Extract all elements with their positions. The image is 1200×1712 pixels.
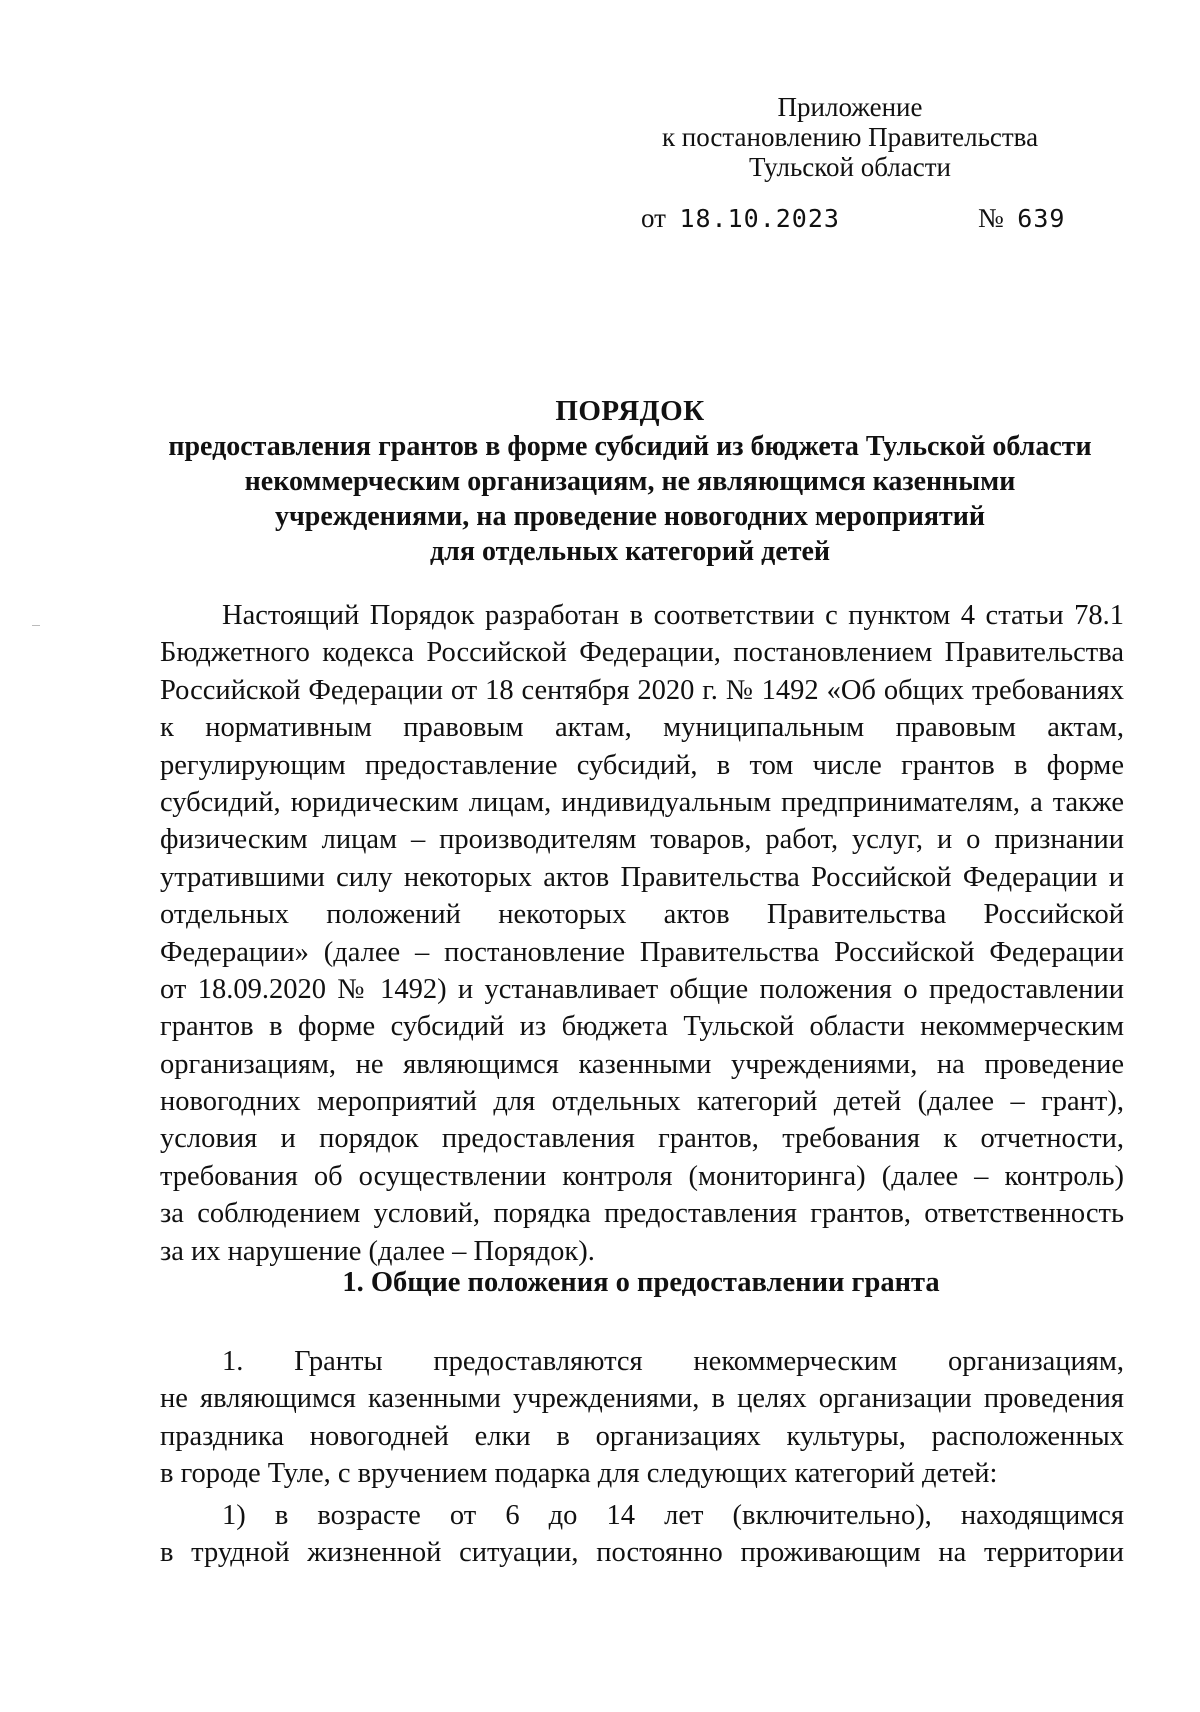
date-label: от xyxy=(641,203,666,233)
section-heading: 1. Общие положения о предоставлении гранта xyxy=(342,1267,940,1298)
annex-line: Приложение xyxy=(777,92,923,122)
paragraph-line: 1) в возрасте от 6 до 14 лет (включительно), находящимся xyxy=(222,1500,1124,1531)
annex-line: к постановлению Правительства xyxy=(661,122,1039,152)
paragraph-line: организациям, не являющимся казенными учреждениями, на проведение xyxy=(160,1048,1124,1080)
scan-artifact xyxy=(32,625,40,626)
paragraph-line: условия и порядок предоставления грантов, требования к отчетности, xyxy=(160,1123,1124,1155)
title-line: некоммерческим организациям, не являющимся казенными xyxy=(244,466,1016,497)
paragraph-line: за соблюдением условий, порядка предоставления грантов, ответственность xyxy=(160,1198,1124,1230)
subitem-1-paragraph xyxy=(160,1497,1124,1572)
paragraph-line: субсидий, юридическим лицам, индивидуальным предпринимателям, а также xyxy=(160,786,1124,818)
paragraph-line: грантов в форме субсидий из бюджета Тульской области некоммерческим xyxy=(160,1011,1124,1043)
number-label: № xyxy=(978,203,1004,233)
paragraph-line: Настоящий Порядок разработан в соответствии с пунктом 4 статьи 78.1 xyxy=(222,600,1124,631)
paragraph-line: не являющимся казенными учреждениями, в целях организации проведения xyxy=(160,1383,1124,1415)
paragraph-line: от 18.09.2020 № 1492) и устанавливает общие положения о предоставлении xyxy=(160,973,1124,1005)
paragraph-line: к нормативным правовым актам, муниципальным правовым актам, xyxy=(160,712,1124,744)
paragraph-line: в трудной жизненной ситуации, постоянно проживающим на территории xyxy=(160,1537,1124,1569)
item-1-paragraph xyxy=(160,1343,1124,1493)
preamble-paragraph xyxy=(160,597,1124,1270)
paragraph-line: регулирующим предоставление субсидий, в том числе грантов в форме xyxy=(160,749,1124,781)
title-main: ПОРЯДОК xyxy=(555,395,705,427)
title-line: учреждениями, на проведение новогодних мероприятий xyxy=(275,501,985,532)
title-line: предоставления грантов в форме субсидий из бюджета Тульской области xyxy=(168,431,1092,462)
paragraph-line: физическим лицам – производителям товаров, работ, услуг, и о признании xyxy=(160,824,1124,856)
paragraph-line: Российской Федерации от 18 сентября 2020 г. № 1492 «Об общих требованиях xyxy=(160,674,1124,706)
paragraph-line: требования об осуществлении контроля (мониторинга) (далее – контроль) xyxy=(160,1160,1124,1192)
paragraph-line: отдельных положений некоторых актов Правительства Российской xyxy=(160,899,1124,931)
number-value: 639 xyxy=(1017,204,1066,233)
paragraph-line: Бюджетного кодекса Российской Федерации, постановлением Правительства xyxy=(160,637,1124,669)
registration-date xyxy=(641,203,840,234)
annex-line: Тульской области xyxy=(749,152,951,182)
paragraph-line: праздника новогодней елки в организациях культуры, расположенных xyxy=(160,1420,1124,1452)
paragraph-line: Федерации» (далее – постановление Правительства Российской Федерации xyxy=(160,936,1124,968)
date-value: 18.10.2023 xyxy=(679,204,840,233)
paragraph-line: новогодних мероприятий для отдельных категорий детей (далее – грант), xyxy=(160,1086,1124,1118)
paragraph-line: за их нарушение (далее – Порядок). xyxy=(160,1235,595,1267)
paragraph-line: 1. Гранты предоставляются некоммерческим организациям, xyxy=(222,1346,1124,1377)
paragraph-line: в городе Туле, с вручением подарка для следующих категорий детей: xyxy=(160,1458,998,1490)
paragraph-line: утратившими силу некоторых актов Правительства Российской Федерации и xyxy=(160,861,1124,893)
registration-number xyxy=(978,203,1065,234)
title-line: для отдельных категорий детей xyxy=(429,536,831,567)
annex-header xyxy=(640,92,1060,182)
document-title xyxy=(150,394,1110,569)
